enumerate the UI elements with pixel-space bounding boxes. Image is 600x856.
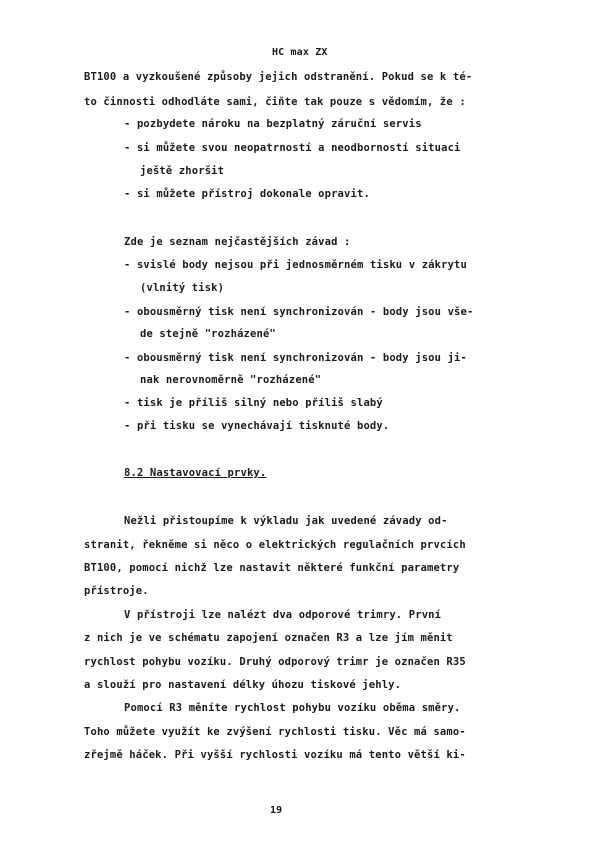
text-line: Toho můžete využít ke zvýšení rychlosti tisku. Věc má samo- <box>84 726 466 738</box>
text-line: přístroje. <box>84 585 149 597</box>
list-item: - si můžete svou neopatrností a neodborností situaci <box>124 142 461 154</box>
text-line: a slouží pro nastavení délky úhozu tiskové jehly. <box>84 679 402 691</box>
list-item-continuation: nak nerovnoměrně "rozházené" <box>140 374 322 386</box>
list-item: - si můžete přístroj dokonale opravit. <box>124 188 370 200</box>
section-heading: 8.2 Nastavovací prvky. <box>124 467 267 479</box>
text-line: BT100 a vyzkoušené způsoby jejich odstranění. Pokud se k té- <box>84 71 473 83</box>
text-line: rychlost pohybu vozíku. Druhý odporový trimr je označen R35 <box>84 656 466 668</box>
text-line: stranit, řekněme si něco o elektrických regulačních prvcích <box>84 539 466 551</box>
list-item: - při tisku se vynechávají tisknuté body. <box>124 420 390 432</box>
running-header: HC max ZX <box>272 47 328 58</box>
text-line: BT100, pomocí nichž lze nastavit některé funkční parametry <box>84 562 460 574</box>
list-item: - pozbydete nároku na bezplatný záruční servis <box>124 118 422 130</box>
text-line: V přístroji lze nalézt dva odporové trimry. První <box>124 609 442 621</box>
page-number: 19 <box>270 805 283 816</box>
text-line: to činnosti odhodláte sami, čiňte tak pouze s vědomím, že : <box>84 96 466 108</box>
list-item-continuation: de stejně "rozházené" <box>140 328 276 340</box>
text-line: Zde je seznam nejčastějších závad : <box>124 236 351 248</box>
text-line: z nich je ve schématu zapojení označen R3 a lze jím měnit <box>84 632 453 644</box>
text-line: zřejmě háček. Při vyšší rychlosti vozíku má tento větší ki- <box>84 749 466 761</box>
text-line: Nežli přistoupíme k výkladu jak uvedené závady od- <box>124 515 448 527</box>
text-line: Pomocí R3 měníte rychlost pohybu vozíku oběma směry. <box>124 702 461 714</box>
list-item: - svislé body nejsou při jednosměrném tisku v zákrytu <box>124 259 467 271</box>
list-item-continuation: (vlnitý tisk) <box>140 282 225 294</box>
list-item: - tisk je příliš silný nebo příliš slabý <box>124 397 383 409</box>
list-item: - obousměrný tisk není synchronizován - body jsou vše- <box>124 306 474 318</box>
list-item-continuation: ještě zhoršit <box>140 165 225 177</box>
list-item: - obousměrný tisk není synchronizován - body jsou ji- <box>124 352 467 364</box>
